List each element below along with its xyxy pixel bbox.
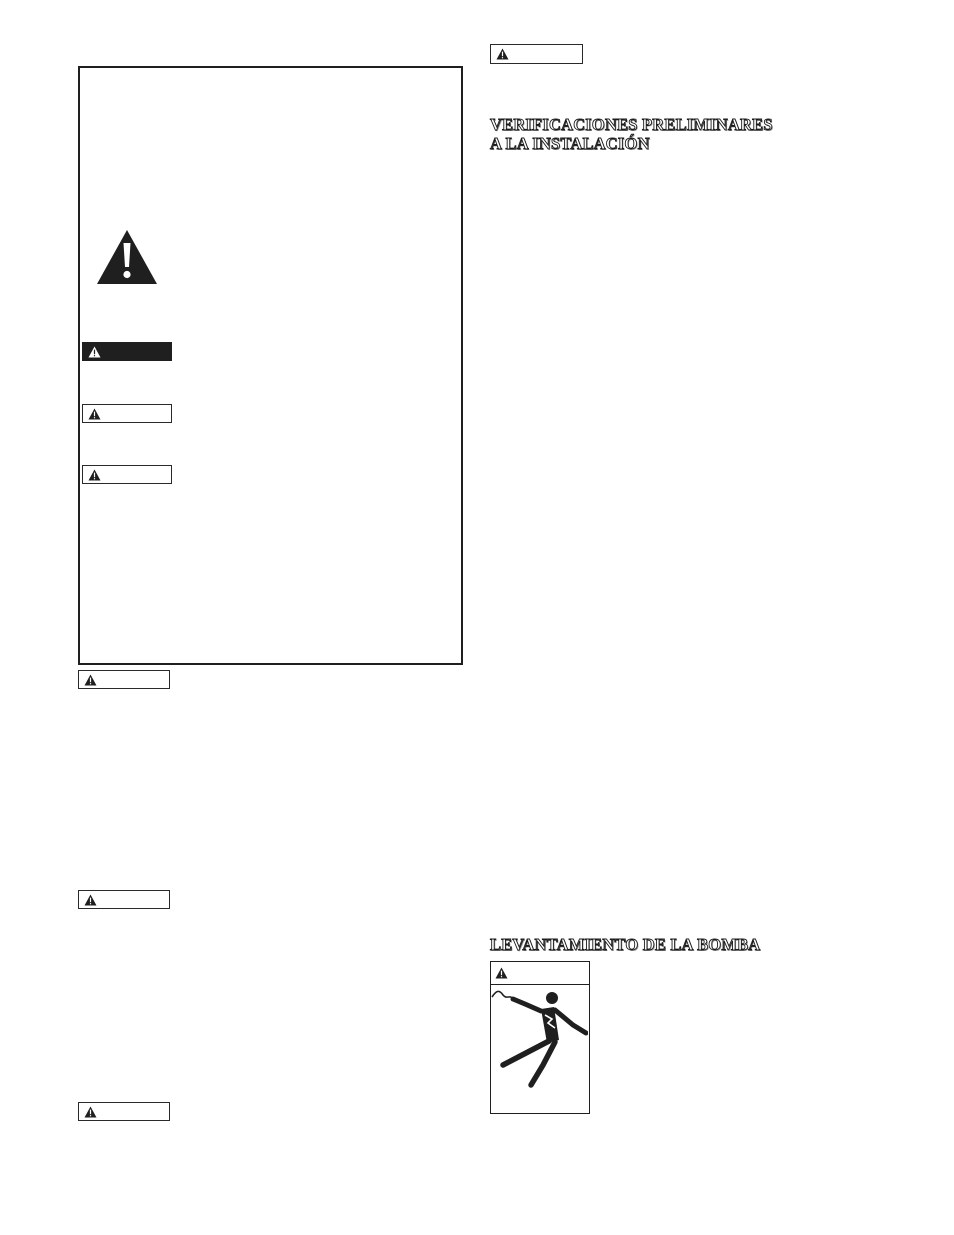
heading-line: A LA INSTALACIÓN bbox=[490, 134, 650, 153]
safety-information-box bbox=[78, 66, 463, 665]
warning-triangle-icon bbox=[496, 48, 509, 60]
electric-shock-warning-box bbox=[490, 961, 590, 1114]
warning-triangle-icon bbox=[88, 346, 101, 358]
warning-signal-tag bbox=[82, 404, 172, 423]
warning-tag-1 bbox=[78, 670, 170, 689]
danger-signal-tag bbox=[82, 342, 172, 361]
section-heading-preliminary-checks bbox=[490, 115, 773, 153]
warning-triangle-icon bbox=[84, 674, 97, 686]
warning-triangle-icon bbox=[88, 408, 101, 420]
warning-triangle-icon bbox=[84, 894, 97, 906]
heading-line: VERIFICACIONES PRELIMINARES bbox=[490, 115, 773, 134]
electric-shock-hazard-icon bbox=[491, 985, 588, 1113]
safety-alert-symbol-icon bbox=[96, 229, 158, 285]
warning-triangle-icon bbox=[495, 967, 508, 979]
warning-triangle-icon bbox=[88, 469, 101, 481]
shock-warning-tab bbox=[491, 962, 589, 985]
caution-signal-tag bbox=[82, 465, 172, 484]
warning-triangle-icon bbox=[84, 1106, 97, 1118]
section-heading-pump-lifting: LEVANTAMIENTO DE LA BOMBA bbox=[490, 935, 761, 954]
warning-tag-3 bbox=[78, 1102, 170, 1121]
warning-tag-2 bbox=[78, 890, 170, 909]
warning-tag-right-top bbox=[490, 44, 583, 64]
